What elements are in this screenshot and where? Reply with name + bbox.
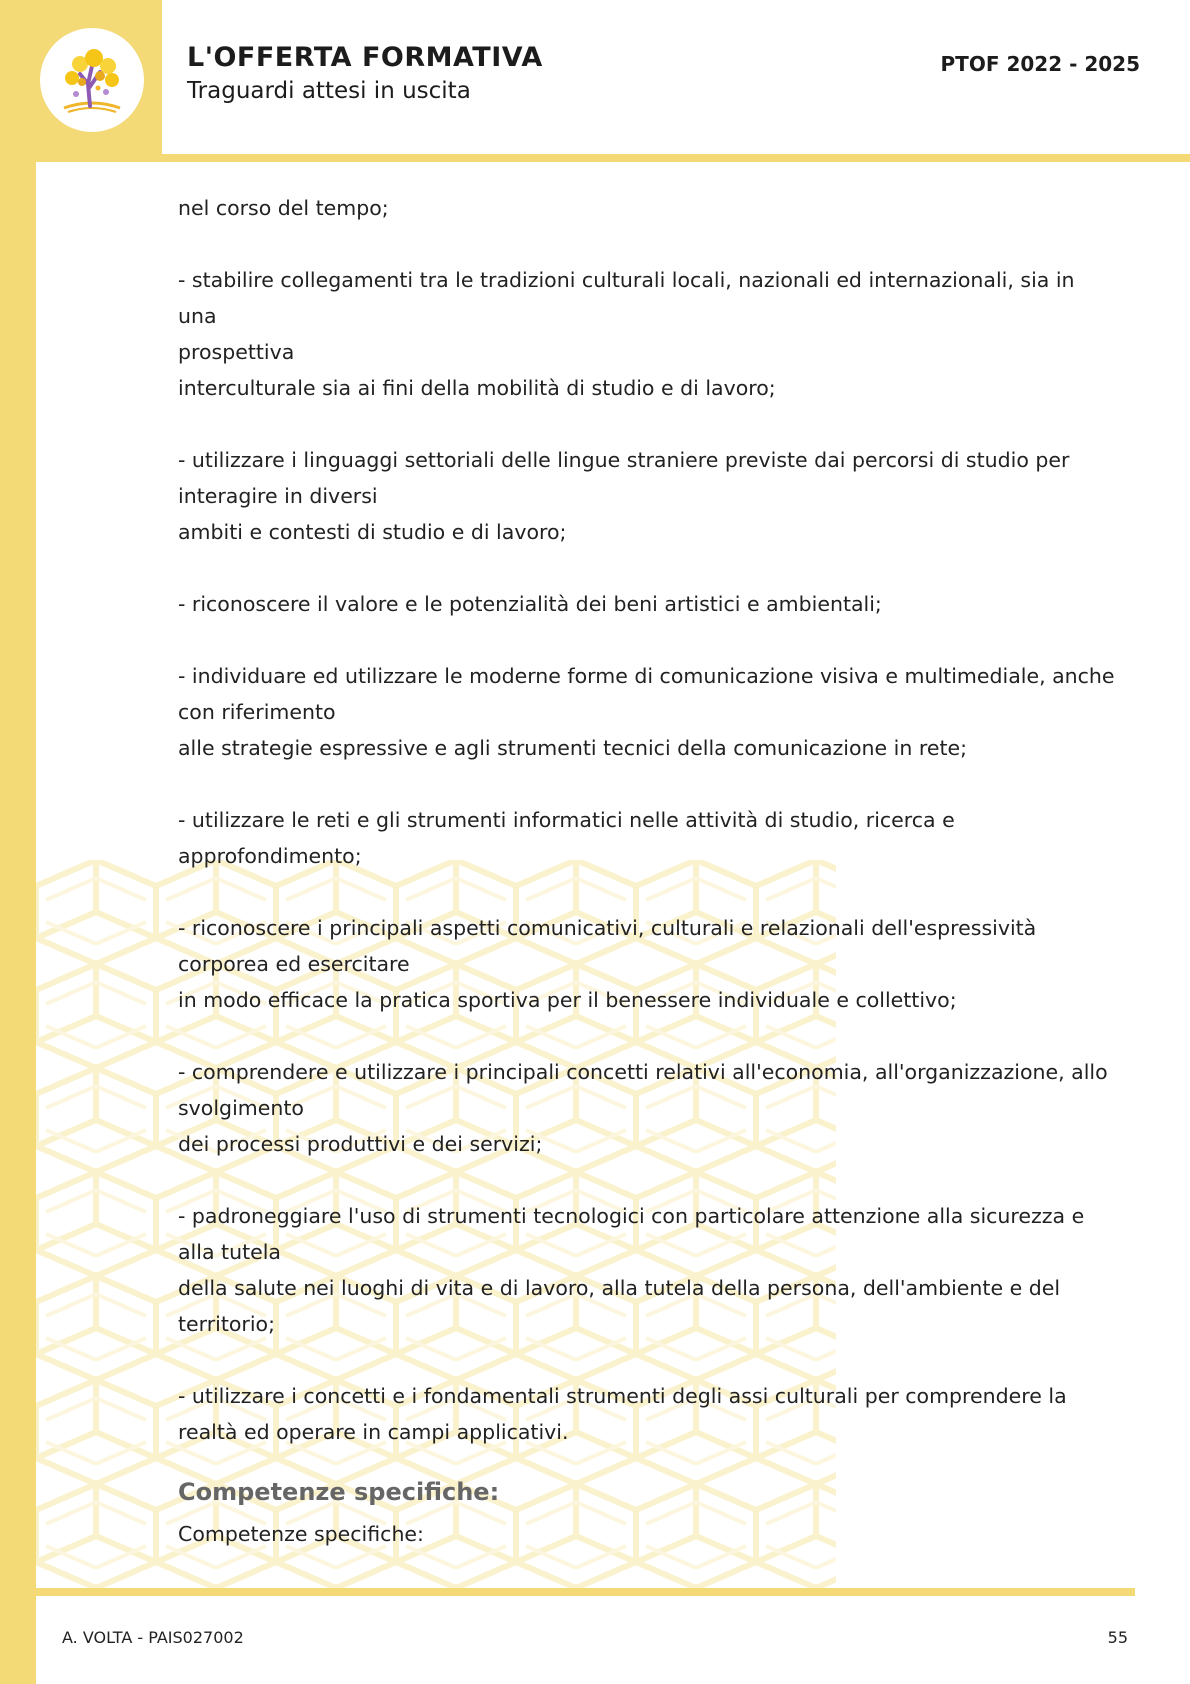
paragraph-line: corporea ed esercitare [178,952,410,976]
left-accent-band [0,0,36,1684]
page-title: L'OFFERTA FORMATIVA [187,42,543,73]
tree-logo-icon [50,38,134,122]
paragraph [178,442,1118,550]
paragraph-line: - stabilire collegamenti tra le tradizioni culturali locali, nazionali ed internazionali, sia in una [178,268,1075,328]
paragraph-line: alle strategie espressive e agli strumenti tecnici della comunicazione in rete; [178,736,968,760]
main-content [178,190,1118,1552]
page-number: 55 [1107,1628,1128,1647]
paragraph-line: ambiti e contesti di studio e di lavoro; [178,520,567,544]
paragraph-line: - utilizzare i concetti e i fondamentali strumenti degli assi culturali per comprendere la [178,1384,1067,1408]
paragraph [178,802,1118,874]
paragraph-line: - individuare ed utilizzare le moderne forme di comunicazione visiva e multimediale, anche [178,664,1115,688]
paragraph [178,190,1118,226]
paragraph [178,262,1118,406]
paragraph-line: interculturale sia ai fini della mobilità di studio e di lavoro; [178,376,776,400]
footer-divider [36,1588,1135,1596]
paragraph [178,658,1118,766]
paragraph [178,586,1118,622]
section-text: Competenze specifiche: [178,1522,424,1546]
paragraph [178,1198,1118,1342]
paragraph-line: con riferimento [178,700,336,724]
paragraph-line: prospettiva [178,340,295,364]
paragraph [178,1054,1118,1162]
school-logo [40,28,144,132]
paragraph-line: - padroneggiare l'uso di strumenti tecnologici con particolare attenzione alla sicurezza e [178,1204,1085,1228]
ptof-period: PTOF 2022 - 2025 [940,52,1140,76]
paragraph-line: nel corso del tempo; [178,196,389,220]
paragraph-line: dei processi produttivi e dei servizi; [178,1132,543,1156]
paragraph-line: territorio; [178,1312,275,1336]
page-subtitle: Traguardi attesi in uscita [187,78,471,104]
paragraph [178,910,1118,1018]
paragraph-line: - utilizzare le reti e gli strumenti informatici nelle attività di studio, ricerca e [178,808,955,832]
header-divider [162,154,1190,162]
paragraph-line: - riconoscere il valore e le potenzialità dei beni artistici e ambientali; [178,592,882,616]
paragraph-line: realtà ed operare in campi applicativi. [178,1420,569,1444]
paragraph-line: - comprendere e utilizzare i principali concetti relativi all'economia, all'organizzazione, allo [178,1060,1108,1084]
paragraph-line: - utilizzare i linguaggi settoriali delle lingue straniere previste dai percorsi di studio per [178,448,1070,472]
section-heading: Competenze specifiche: [178,1478,500,1506]
paragraph-line: in modo efficace la pratica sportiva per il benessere individuale e collettivo; [178,988,957,1012]
paragraph-line: - riconoscere i principali aspetti comunicativi, culturali e relazionali dell'espressività [178,916,1037,940]
footer-school: A. VOLTA - PAIS027002 [62,1628,244,1647]
paragraph [178,1378,1118,1450]
paragraph-line: approfondimento; [178,844,362,868]
paragraph-line: svolgimento [178,1096,304,1120]
paragraph-line: alla tutela [178,1240,281,1264]
paragraph-line: interagire in diversi [178,484,378,508]
paragraph-line: della salute nei luoghi di vita e di lavoro, alla tutela della persona, dell'ambiente e del [178,1276,1061,1300]
